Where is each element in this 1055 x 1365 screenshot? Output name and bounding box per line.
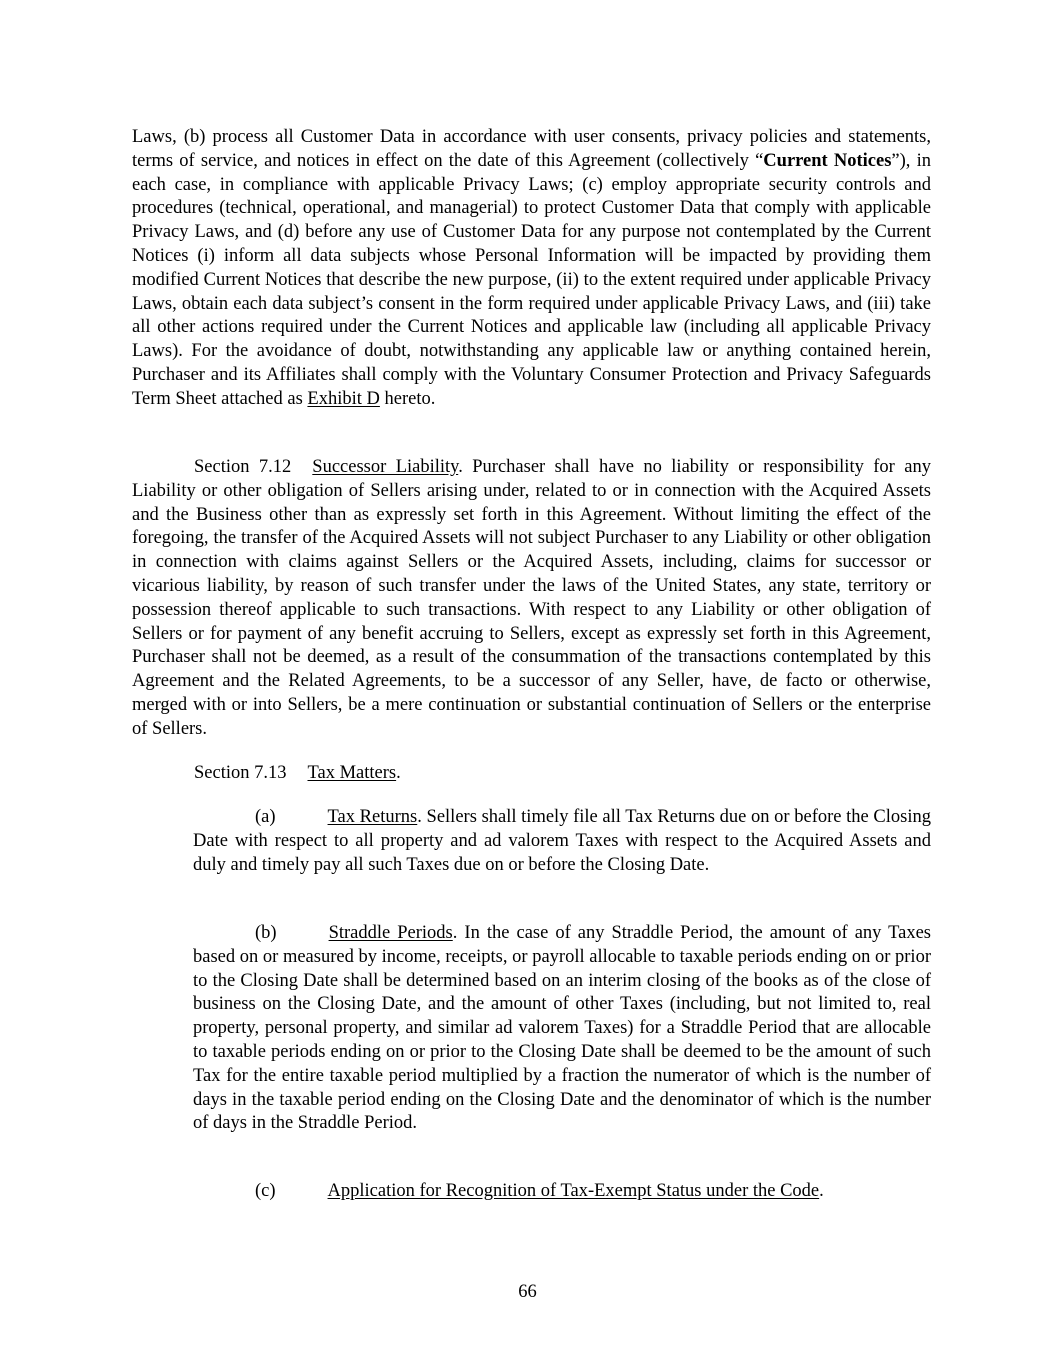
subsection-b-body: . In the case of any Straddle Period, the amount of any Taxes based on or measured by income, receipts, or payroll allocable to taxable periods ending on or prior to the Closing Date shall be determined based on an interim closing of the books as of the close of business on the Closing Date, and the amount of other Taxes (including, but not limited to, real property, personal property, and similar ad valorem Taxes) for a Straddle Period that are allocable to taxable periods ending on or prior to the Closing Date shall be deemed to be the amount of such Tax for the entire taxable period multiplied by a fraction the numerator of which is the number of days in the taxable period ending on the Closing Date and the denominator of which is the number of days in the Straddle Period. (193, 923, 931, 1134)
section-7-12-paragraph (132, 456, 931, 742)
page-number: 66 (518, 1282, 537, 1302)
subsection-a-label: (a) (255, 807, 276, 827)
subsection-b-title: Straddle Periods (328, 923, 453, 943)
subsection-c-title: Application for Recognition of Tax-Exempt Status under the Code (327, 1181, 820, 1201)
section-7-13-title: Tax Matters (307, 763, 397, 783)
paragraph-privacy-continuation (132, 126, 931, 412)
subsection-c-label: (c) (255, 1181, 276, 1201)
subsection-a-paragraph (193, 806, 931, 877)
subsection-a-title: Tax Returns (327, 807, 418, 827)
subsection-b-label: (b) (255, 923, 277, 943)
privacy-text-part-2: ”), in each case, in compliance with applicable Privacy Laws; (c) employ appropriate security controls and procedures (technical, operational, and managerial) to protect Customer Data that comply with applicable Privacy Laws, and (d) before any use of Customer Data for any purpose not contemplated by the Current Notices (i) inform all data subjects whose Personal Information will be impacted by providing them modified Current Notices that describe the new purpose, (ii) to the extent required under applicable Privacy Laws, obtain each data subject’s consent in the form required under applicable Privacy Laws, and (iii) take all other actions required under the Current Notices and applicable law (including all applicable Privacy Laws). For the avoidance of doubt, notwithstanding any applicable law or anything contained herein, Purchaser and its Affiliates shall comply with the Voluntary Consumer Protection and Privacy Safeguards Term Sheet attached as (132, 150, 931, 409)
section-7-13-heading (132, 762, 931, 786)
subsection-a-body: . Sellers shall timely file all Tax Returns due on or before the Closing Date with respect to all property and ad valorem Taxes with respect to the Acquired Assets and duly and timely pay all such Taxes due on or before the Closing Date. (193, 807, 931, 875)
section-7-12-title: Successor Liability (312, 457, 459, 477)
exhibit-d-reference: Exhibit D (307, 388, 380, 409)
privacy-text-part-1: Laws, (b) process all Customer Data in accordance with user consents, privacy policies and statements, terms of service, and notices in effect on the date of this Agreement (collectively “ (132, 127, 931, 171)
privacy-text-part-3: hereto. (379, 388, 436, 409)
defined-term-current-notices: Current Notices (763, 150, 892, 171)
section-7-13-label: Section 7.13 (194, 763, 287, 783)
section-7-13-period: . (396, 763, 401, 783)
section-7-12-body: . Purchaser shall have no liability or responsibility for any Liability or other obligation of Sellers arising under, related to or in connection with the Acquired Assets and the Business other than as expressly set forth in this Agreement. Without limiting the effect of the foregoing, the transfer of the Acquired Assets will not subject Purchaser to any Liability or other obligation in connection with claims against Sellers or the Acquired Assets, including, claims for successor or vicarious liability, by reason of such transfer under the laws of the United States, any state, territory or possession thereof applicable to such transactions. With respect to any Liability or other obligation of Sellers or for payment of any benefit accruing to Sellers, except as expressly set forth in this Agreement, Purchaser shall not be deemed, as a result of the consummation of the transactions contemplated by this Agreement and the Related Agreements, to be a successor of any Seller, have, de facto or otherwise, merged with or into Sellers, be a mere continuation or substantial continuation of Sellers or the enterprise of Sellers. (132, 457, 931, 739)
subsection-c-period: . (819, 1181, 824, 1201)
subsection-b-paragraph (193, 922, 931, 1136)
subsection-c-heading (193, 1180, 931, 1204)
section-7-12-label: Section 7.12 (194, 457, 292, 477)
